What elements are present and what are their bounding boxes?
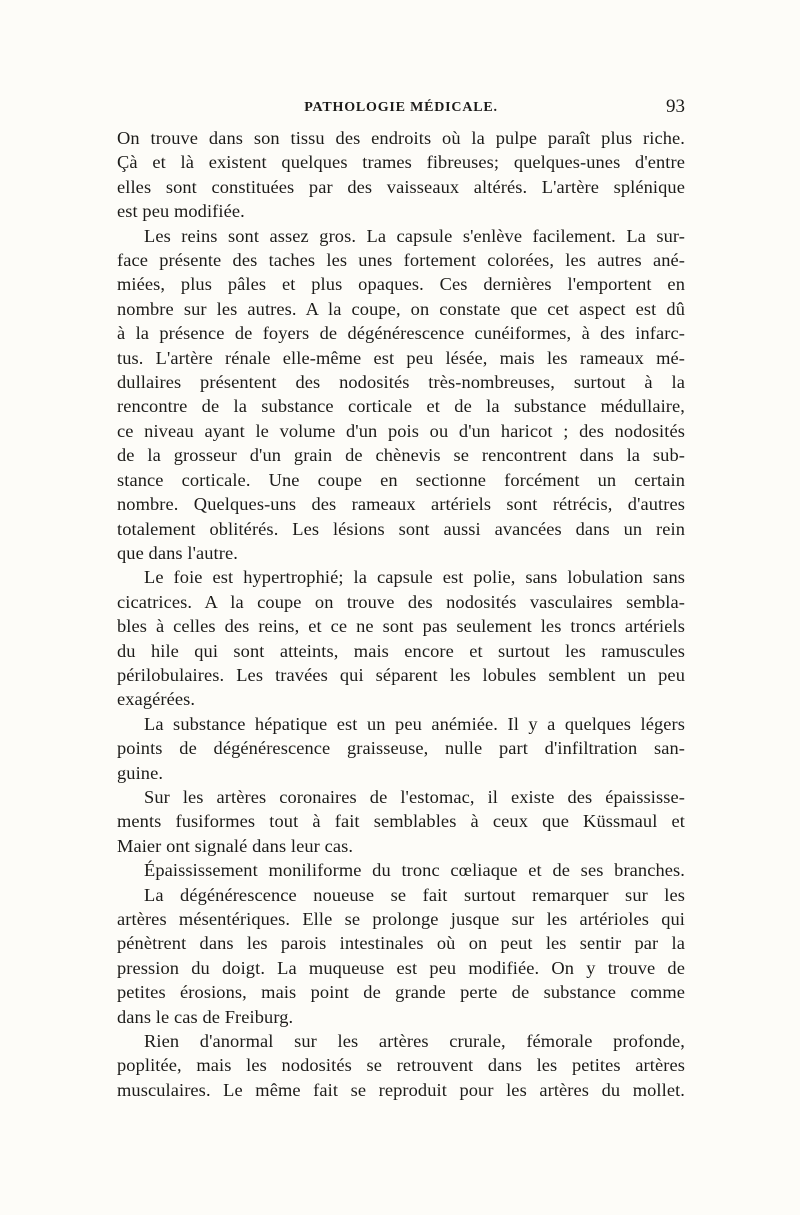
page [117, 96, 685, 1102]
running-head [117, 96, 685, 126]
text-line: ments fusiformes tout à fait semblables à ceux que Küssmaul et [117, 811, 685, 832]
text-line: dans le cas de Freiburg. [117, 1006, 294, 1027]
text-line: ce niveau ayant le volume d'un pois ou d'un haricot ; des nodosités [117, 420, 685, 441]
text-line: Sur les artères coronaires de l'estomac, il existe des épaississe- [144, 786, 685, 807]
text-line: pénètrent dans les parois intestinales où on peut les sentir par la [117, 933, 685, 954]
text-line: poplitée, mais les nodosités se retrouvent dans les petites artères [117, 1055, 685, 1076]
text-line: musculaires. Le même fait se reproduit pour les artères du mollet. [117, 1079, 685, 1100]
text-line: stance corticale. Une coupe en sectionne forcément un certain [117, 469, 685, 490]
text-line: tus. L'artère rénale elle-même est peu lésée, mais les rameaux mé- [117, 347, 685, 368]
text-line: à la présence de foyers de dégénérescence cunéiformes, à des infarc- [117, 323, 685, 344]
text-line: Rien d'anormal sur les artères crurale, fémorale profonde, [144, 1031, 685, 1052]
text-line: que dans l'autre. [117, 542, 238, 563]
paragraph-liver [117, 565, 685, 711]
text-line: guine. [117, 762, 164, 783]
text-line: nombre sur les autres. A la coupe, on constate que cet aspect est dû [117, 298, 685, 319]
text-line: dullaires présentent des nodosités très-nombreuses, surtout à la [117, 372, 685, 393]
text-line: cicatrices. A la coupe on trouve des nodosités vasculaires sembla- [117, 591, 685, 612]
running-title: PATHOLOGIE MÉDICALE. [304, 100, 498, 115]
text-line: nombre. Quelques-uns des rameaux artériels sont rétrécis, d'autres [117, 494, 685, 515]
text-line: points de dégénérescence graisseuse, nulle part d'infiltration san- [117, 738, 685, 759]
text-line: est peu modifiée. [117, 201, 245, 222]
text-line: Épaississement moniliforme du tronc cœliaque et de ses branches. [144, 860, 685, 881]
paragraph-hepatic-substance [117, 712, 685, 785]
text-line: La dégénérescence noueuse se fait surtout remarquer sur les [144, 884, 685, 905]
text-line: du hile qui sont atteints, mais encore et surtout les ramuscules [117, 640, 685, 661]
paragraph-kidneys [117, 224, 685, 566]
body-text [117, 126, 685, 1102]
text-line: Çà et là existent quelques trames fibreuses; quelques-unes d'entre [117, 152, 685, 173]
text-line: Maier ont signalé dans leur cas. [117, 835, 354, 856]
text-line: périlobulaires. Les travées qui séparent les lobules semblent un peu [117, 664, 685, 685]
text-line: On trouve dans son tissu des endroits où la pulpe paraît plus riche. [117, 128, 685, 148]
text-line: pression du doigt. La muqueuse est peu modifiée. On y trouve de [117, 957, 685, 978]
text-line: rencontre de la substance corticale et de la substance médullaire, [117, 396, 685, 417]
paragraph-crural [117, 1029, 685, 1102]
paragraph-coronary [117, 785, 685, 858]
text-line: artères mésentériques. Elle se prolonge jusque sur les artérioles qui [117, 909, 685, 929]
text-line: Les reins sont assez gros. La capsule s'enlève facilement. La sur- [144, 225, 685, 246]
text-line: elles sont constituées par des vaisseaux altérés. L'artère splénique [117, 176, 685, 197]
text-line: totalement oblitérés. Les lésions sont aussi avancées dans un rein [117, 518, 685, 539]
text-line: Le foie est hypertrophié; la capsule est polie, sans lobulation sans [144, 567, 685, 588]
text-line: petites érosions, mais point de grande perte de substance comme [117, 982, 685, 1003]
text-line: de la grosseur d'un grain de chènevis se rencontrent dans la sub- [117, 445, 685, 466]
text-line: miées, plus pâles et plus opaques. Ces dernières l'emportent en [117, 274, 685, 295]
text-line: La substance hépatique est un peu anémiée. Il y a quelques légers [144, 713, 685, 734]
paragraph-spleen [117, 126, 685, 224]
text-line: bles à celles des reins, et ce ne sont pas seulement les troncs artériels [117, 616, 685, 637]
paragraph-mesenteric [117, 883, 685, 1029]
paragraph-celiac [117, 858, 685, 882]
text-line: face présente des taches les unes fortement colorées, les autres ané- [117, 250, 685, 271]
page-number: 93 [666, 96, 685, 117]
text-line: exagérées. [117, 689, 196, 710]
